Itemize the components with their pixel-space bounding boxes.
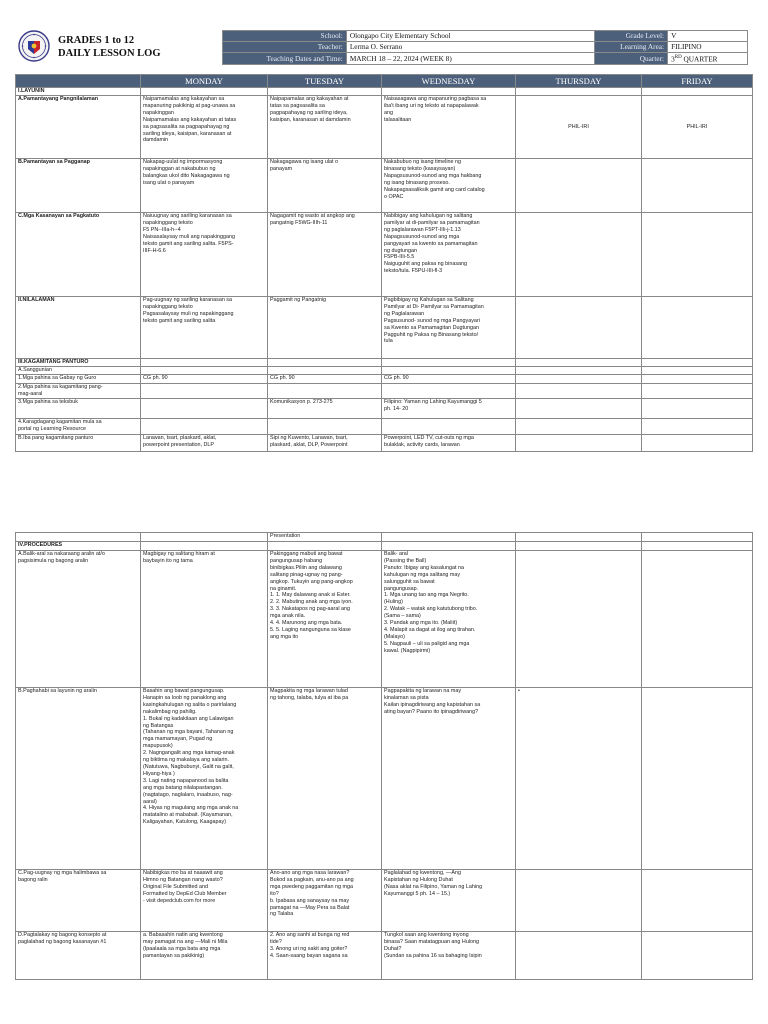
cell-monday: Basahin ang bawat pangungusap. Hanapin sa loob ng panaklong ang kasingkahulugan ng salita o parirlalang nakalimbag ng pahilig. 1. Bukal ng kadakilaan ang Lalawigan ng Batangas (Tahanan ng mga bayani, Tahanan ng mga mamamayan, Pugad ng mapupusok) 2. Nagngangalit ang mga kamag-anak ng biktima ng makalaya ang salarin. (Natutuwa, Nagbubunyi, Galit na galit, Hiyang-hiya ) 3. Lagi nating napapanood sa balita ang mga batang nilalapastangan. (nagtatago, naglalaro, inaabuso, nag- aaral) 4. Hiyas ng magulang ang mga anak na matatalino at mababait. (Kayamanan, Kaligayahan, Katulong, Kaagapay) (141, 688, 268, 870)
row-balik-aral (16, 551, 753, 688)
cell-tuesday: Nagagamit ng wasto at angkop ang pangatnig F5WG-IIIh-11 (268, 213, 382, 297)
grade-value: V (668, 31, 748, 42)
row-label: B.Iba pang kagamitang panturo (16, 435, 141, 452)
day-header-row (16, 75, 753, 88)
row-sanggunian (16, 367, 753, 375)
cell-tuesday: Ano-ano ang mga nasa larawan? Bukod sa pagkain, anu-ano pa ang mga pwedeng paggamitan ng mga ito? b. Ipabasa ang sanaysay na may pamagat na ―May Pera sa Balat ng Talaba (268, 870, 382, 932)
quarter-value (668, 53, 748, 65)
document-title-line1: GRADES 1 to 12 (58, 35, 135, 46)
cell-tuesday: Paggamit ng Pangatnig (268, 297, 382, 359)
cell-thursday: • (516, 688, 642, 870)
row-pag-uugnay (16, 870, 753, 932)
document-title (58, 34, 161, 60)
cell-wednesday: Balik- aral (Passing the Ball) Panuto: Ibigay ang kasalungat na kahulugan ng mga salitang may salungguhit sa bawat pangungusap. 1. Mga unang tao ang mga Negrito. (Huling) 2. Watak – watak ang katutubong tribo. (Sama – sama) 3. Pandak ang mga ito. (Maliit) 4. Malapit sa dagat at ilog ang tirahan. (Malayo) 5. Nagpauli – uli sa paligid ang mga kawal. (Nagpipirmi) (382, 551, 516, 688)
cell-friday (642, 551, 753, 688)
row-label: B.Pamantayan sa Pagganap (16, 159, 141, 213)
row-label: C.Pag-uugnay ng mga halimbawa sa bagong ralin (16, 870, 141, 932)
cell-tuesday: Presentation (268, 533, 382, 542)
cell-wednesday: Filipino: Yaman ng Lahing Kayumanggi 5 ph. 14- 20 (382, 399, 516, 419)
cell-monday: CG ph. 90 (141, 375, 268, 384)
row-label: B.Paghahabi sa layunin ng aralin (16, 688, 141, 870)
cell-wednesday: Paglalahad ng kwentong, ―Ang Kapistahan ng Hulong Duhat (Nasa aklat na Filipino, Yaman ng Lahing Kayumanggi 5 ph. 14 – 15.) (382, 870, 516, 932)
cell-monday: Magbigay ng salitang hiram at baybayin ito ng tama (141, 551, 268, 688)
section-procedures: IV.PROCEDURES (16, 542, 141, 551)
cell-monday: Larawan, tsart, plaskard, aklat, powerpoint presentation, DLP (141, 435, 268, 452)
quarter-word: QUARTER (681, 54, 718, 64)
quarter-number: 3 (671, 54, 675, 64)
cell-monday-text: Nabibigkas mo ba at naaawit ang Himno ng Batangan nang wasto? (143, 870, 223, 883)
cell-thursday: PHIL-IRI (516, 96, 642, 159)
cell-tuesday: CG ph. 90 (268, 375, 382, 384)
school-info-table (222, 30, 748, 65)
row-teksbuk (16, 399, 753, 419)
row-paghahabi (16, 688, 753, 870)
quarter-suffix: RD (674, 55, 682, 60)
cell-wednesday: Nakabubuo ng isang timeline ng binasang teksto (kasaysayan) Napagsusunod-sunod ang mga hakbang ng isang binasang proseso. Nakapagsasaliksik gamit ang card catalog o OPAC (382, 159, 516, 213)
cell-tuesday: Naipapamalas ang kakayahan at tatas sa pagsasalita sa pagpapahayag ng sariling ideya, kaisipan, karanasan at damdamin (268, 96, 382, 159)
learning-area-value: FILIPINO (668, 42, 748, 53)
row-gabay-ng-guro (16, 375, 753, 384)
quarter-label: Quarter: (595, 53, 668, 65)
row-label: A.Pamantayang Pangnilalaman (16, 96, 141, 159)
cell-monday: Naiuugnay ang sariling karanasan sa napakinggang teksto F5 PN--IIIa-h--4 Naisasalaysay muli ang napakinggang teksto gamit ang sariling salita. F5PS- IIIF-H-6.6 (141, 213, 268, 297)
cell-thursday (516, 870, 642, 932)
day-header-tuesday: TUESDAY (268, 75, 382, 88)
row-label: C.Mga Kasanayan sa Pagkatuto (16, 213, 141, 297)
dates-value: MARCH 18 – 22, 2024 (WEEK 8) (346, 53, 594, 65)
section-nilalaman: II.NILALAMAN (16, 297, 141, 359)
teacher-value: Lerma O. Serrano (346, 42, 594, 53)
cell-friday (642, 932, 753, 980)
continuation-row (16, 533, 753, 542)
row-pagtalakay (16, 932, 753, 980)
deped-seal-icon (18, 30, 50, 62)
lesson-log-table-page2 (15, 532, 753, 980)
depedclub-notice: Original File Submitted and Formatted by DepEd Club Member - visit depedclub.com for more (143, 883, 227, 904)
cell-tuesday: Pakinggang mabuti ang bawat pangungusap habang binibigkas.Piliin ang dalawang salitang pinag-ugnay ng pang- angkop. Tukuyin ang pang-angkop na ginamit. 1. 1. May dalawang anak si Ester. 2. 2. Mabuting anak ang mga iyon. 3. 3. Nakatapos ng pag-aaral ang mga anak nila. 4. 4. Marunong ang mga bata. 5. 5. Laging nangunguna sa klase ang mga ito (268, 551, 382, 688)
cell-wednesday: Pagbibigay ng Kahulugan sa Salitang Pamilyar at Di- Pamilyar sa Pamamagitan ng Paglalarawan Pagsusunod- sunod ng mga Pangyayari sa Kwento sa Pamamagitan Dugtungan Pagguhit ng Paksa ng Binasang teksto/ tula (382, 297, 516, 359)
cell-tuesday: Nakagagawa ng isang ulat o panayam (268, 159, 382, 213)
cell-thursday (516, 932, 642, 980)
cell-wednesday: Nabibigay ang kahulugan ng salitang pamilyar at di-pamilyar sa pamamagitan ng paglalarawan F5PT-IIIi-j-1.13 Napagsusunod-sunod ang mga pangyayari sa kwento sa pamamagitan ng dugtungan F5PB-IIIi-5.5 Naiguguhit ang paksa ng binasang teksto/tula. F5PU-IIIi-fl-3 (382, 213, 516, 297)
section-row-kagamitan (16, 359, 753, 367)
day-header-wednesday: WEDNESDAY (382, 75, 516, 88)
row-kagamitang-pang-mag-aaral (16, 384, 753, 399)
section-kagamitang-panturo: III.KAGAMITANG PANTURO (16, 359, 141, 367)
cell-friday (642, 213, 753, 297)
learning-area-label: Learning Area: (595, 42, 668, 53)
cell-thursday (516, 297, 642, 359)
school-value: Olongapo City Elementary School (346, 31, 594, 42)
cell-friday (642, 297, 753, 359)
day-header-thursday: THURSDAY (516, 75, 642, 88)
row-learning-resource (16, 419, 753, 435)
cell-tuesday: Magpakita ng mga larawan tulad ng tahong, talaba, tulya at iba pa (268, 688, 382, 870)
row-label: 1.Mga pahina sa Gabay ng Guro (16, 375, 141, 384)
cell-monday: Pag-uugnay ng sariling karanasan sa napakinggang teksto Pagsasalaysay muli ng napakinggang teksto gamit ang sariling salita (141, 297, 268, 359)
row-iba-pang-kagamitan (16, 435, 753, 452)
dates-label: Teaching Dates and Time: (223, 53, 347, 65)
section-row-procedures (16, 542, 753, 551)
lesson-log-table-page1 (15, 74, 753, 452)
cell-wednesday: Pagpapakita ng larawan na may kinalaman sa pista Kailan ipinagdiriwang ang kapistahan sa ating bayan? Paano ito ipinagdiriwang? (382, 688, 516, 870)
cell-thursday (516, 551, 642, 688)
row-label: D.Pagtalakay ng bagong konsepto at paglalahad ng bagong kasanayan #1 (16, 932, 141, 980)
cell-wednesday: Tungkol saan ang kwentong inyong binasa? Saan matatagpuan ang Hulong Duhat? (Sundan sa pahina 16 sa bahaging Isipin (382, 932, 516, 980)
cell-thursday (516, 159, 642, 213)
day-header-friday: FRIDAY (642, 75, 753, 88)
teacher-label: Teacher: (223, 42, 347, 53)
cell-thursday (516, 213, 642, 297)
cell-tuesday: Sipi ng Kuwento, Larawan, tsart, plaskard, aklat, DLP, Powerpoint (268, 435, 382, 452)
cell-tuesday: Komunikasyon p. 273-275 (268, 399, 382, 419)
header-blank (16, 75, 141, 88)
cell-monday (141, 870, 268, 932)
row-label: A.Balik-aral sa nakaraang aralin at/o pagsisimula ng bagong aralin (16, 551, 141, 688)
row-label: 4.Karagdagang kagamitan mula sa portal ng Learning Resource (16, 419, 141, 435)
row-label: A.Sanggunian (16, 367, 141, 375)
row-pamantayang-pangnilalaman (16, 96, 753, 159)
section-layunin: I.LAYUNIN (16, 88, 141, 96)
row-label: 3.Mga pahina sa teksbuk (16, 399, 141, 419)
cell-wednesday: CG ph. 90 (382, 375, 516, 384)
document-title-line2: DAILY LESSON LOG (58, 48, 161, 59)
school-label: School: (223, 31, 347, 42)
grade-label: Grade Level: (595, 31, 668, 42)
cell-monday: Naipamamalas ang kakayahan sa mapanuring pakikinig at pag-unawa sa napakinggan Naipamamalas ang kakayahan at tatas sa pagsasalita sa pagpapahayag ng sariling ideya, kaisipan, karanasan at damdamin (141, 96, 268, 159)
day-header-monday: MONDAY (141, 75, 268, 88)
document-header (18, 30, 748, 64)
row-label: 2.Mga pahina sa kagamitang pang- mag-aaral (16, 384, 141, 399)
cell-monday: a. Babasahin natin ang kwentong may pamagat na ang ―Mali ni Mila (Ipaalaala sa mga bata ang mga pamantayan sa pakikinig) (141, 932, 268, 980)
row-mga-kasanayan (16, 213, 753, 297)
cell-wednesday: Naisasagawa ang mapanuring pagbasa sa iba't ibang uri ng teksto at napapalawak ang talasalitaan (382, 96, 516, 159)
section-row-layunin (16, 88, 753, 96)
cell-friday (642, 688, 753, 870)
row-nilalaman (16, 297, 753, 359)
cell-friday (642, 159, 753, 213)
cell-wednesday: Powerpoint, LED TV, cut-outs ng mga bulaklak, activity cards, larawan (382, 435, 516, 452)
cell-friday (642, 870, 753, 932)
cell-friday: PHIL-IRI (642, 96, 753, 159)
row-pamantayan-sa-pagganap (16, 159, 753, 213)
cell-tuesday: 2. Ano ang sanhi at bunga ng red tide? 3. Anong uri ng sakit ang goiter? 4. Saan-saang bayan sagana sa (268, 932, 382, 980)
cell-monday: Nakapag-uulat ng impormasyong napakinggan at nakabubuo ng balangkas ukol dito Nakagagawa ng isang ulat o panayam (141, 159, 268, 213)
